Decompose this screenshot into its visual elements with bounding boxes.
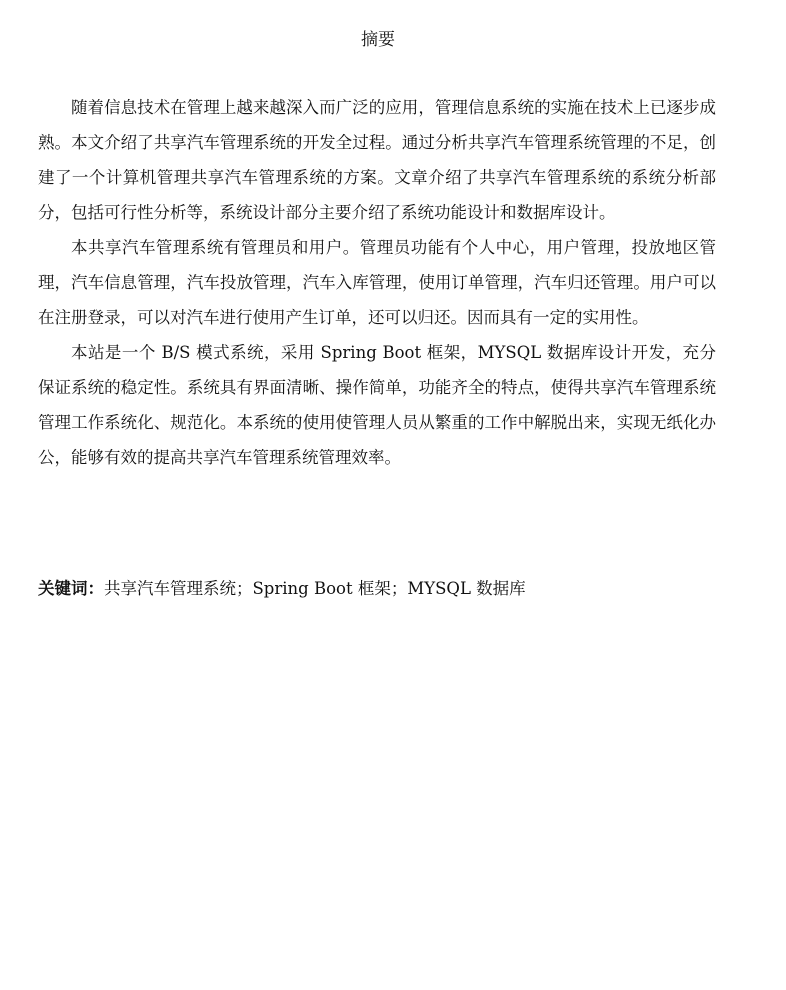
abstract-paragraph: 本共享汽车管理系统有管理员和用户。管理员功能有个人中心，用户管理，投放地区管理，汽车信息管理，汽车投放管理，汽车入库管理，使用订单管理，汽车归还管理。用户可以在注册登录，可以对汽车进行使用产生订单，还可以归还。因而具有一定的实用性。 bbox=[38, 238, 716, 327]
keywords-line bbox=[38, 575, 716, 603]
keywords-label: 关键词： bbox=[38, 579, 104, 598]
abstract-body bbox=[38, 90, 716, 475]
abstract-paragraph: 本站是一个 B/S 模式系统，采用 Spring Boot 框架，MYSQL 数据库设计开发，充分保证系统的稳定性。系统具有界面清晰、操作简单，功能齐全的特点，使得共享汽车管理系统管理工作系统化、规范化。本系统的使用使管理人员从繁重的工作中解脱出来，实现无纸化办公，能够有效的提高共享汽车管理系统管理效率。 bbox=[38, 343, 716, 467]
abstract-title: 摘要 bbox=[361, 30, 395, 50]
abstract-paragraph: 随着信息技术在管理上越来越深入而广泛的应用，管理信息系统的实施在技术上已逐步成熟。本文介绍了共享汽车管理系统的开发全过程。通过分析共享汽车管理系统管理的不足，创建了一个计算机管理共享汽车管理系统的方案。文章介绍了共享汽车管理系统的系统分析部分，包括可行性分析等，系统设计部分主要介绍了系统功能设计和数据库设计。 bbox=[38, 98, 716, 222]
keywords-text: 共享汽车管理系统；Spring Boot 框架；MYSQL 数据库 bbox=[104, 579, 526, 598]
